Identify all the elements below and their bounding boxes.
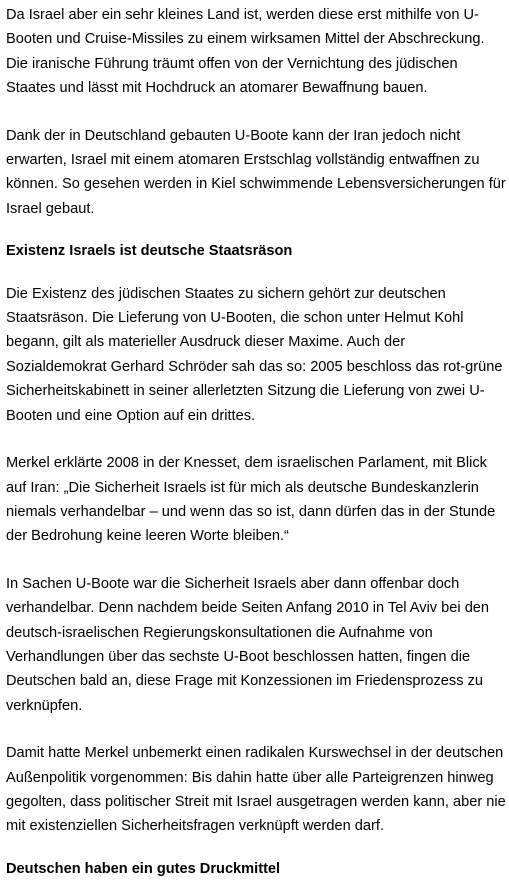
paragraph-3: Die Existenz des jüdischen Staates zu sichern gehört zur deutschen Staatsräson. Die Lieferung von U-Booten, die schon unter Helmut Kohl begann, gilt als materieller Ausdruck dieser Maxime. Auch der Sozialdemokrat Gerhard Schröder sah das so: 2005 beschloss das rot-grüne Sicherheitskabinett in seiner allerletzten Sitzung die Lieferung von zwei U-Booten und eine Option auf ein drittes. [6,285,503,424]
paragraph-1: Da Israel aber ein sehr kleines Land ist, werden diese erst mithilfe von U-Booten und Cruise-Missiles zu einem wirksamen Mittel der Abschreckung. Die iranische Führung träumt offen von der Vernichtung des jüdischen Staates und lässt mit Hochdruck an atomarer Bewaffnung bauen. [6,7,485,97]
paragraph-6: Damit hatte Merkel unbemerkt einen radikalen Kurswechsel in der deutschen Außenpolitik vorgenommen: Bis dahin hatte über alle Parteigrenzen hinweg gegolten, dass politischer Streit mit Israel ausgetragen werden kann, aber nie mit existenziellen Sicherheitsfragen verknüpft werden darf. [6,745,506,835]
subheading-staatsraeson: Existenz Israels ist deutsche Staatsräson [6,243,293,260]
article-body [6,0,506,881]
paragraph-5: In Sachen U-Boote war die Sicherheit Israels aber dann offenbar doch verhandelbar. Denn nachdem beide Seiten Anfang 2010 in Tel Aviv bei den deutsch-israelischen Regierungskonsultationen die Aufnahme von Verhandlungen über das sechste U-Boot beschlossen hatten, fingen die Deutschen bald an, diese Frage mit Konzessionen im Friedensprozess zu verknüpfen. [6,575,490,714]
subheading-druckmittel: Deutschen haben ein gutes Druckmittel [6,860,281,877]
paragraph-2: Dank der in Deutschland gebauten U-Boote kann der Iran jedoch nicht erwarten, Israel mit einem atomaren Erstschlag vollständig entwaffnen zu können. So gesehen werden in Kiel schwimmende Lebensversicherungen für Israel gebaut. [6,127,506,217]
paragraph-4: Merkel erklärte 2008 in der Knesset, dem israelischen Parlament, mit Blick auf Iran: „Die Sicherheit Israels ist für mich als deutsche Bundeskanzlerin niemals verhandelbar – und wenn das so ist, dann dürfen das in der Stunde der Bedrohung keine leeren Worte bleiben.“ [6,455,496,545]
